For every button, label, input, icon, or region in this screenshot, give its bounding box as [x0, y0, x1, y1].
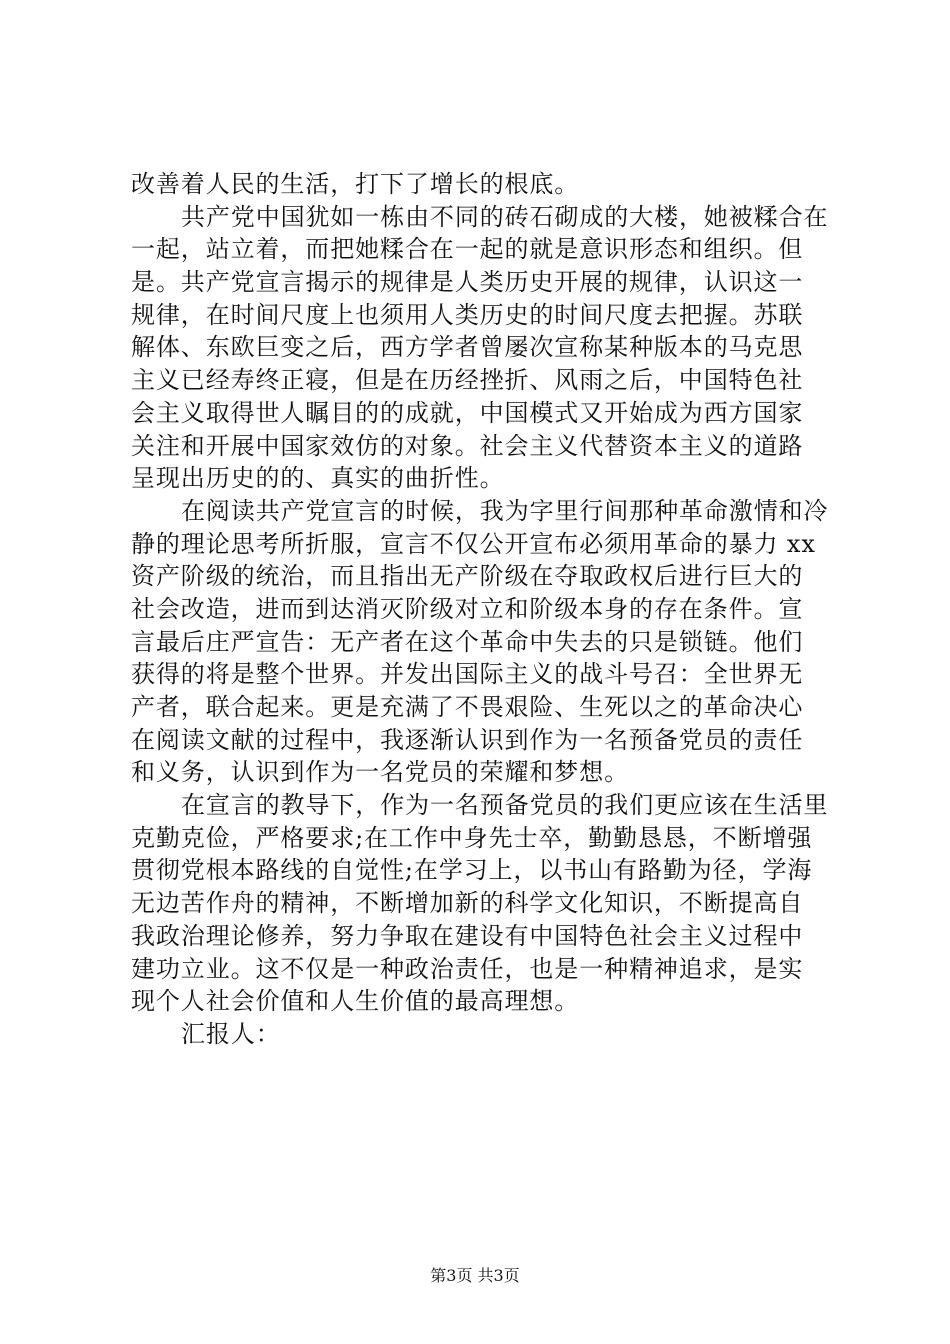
text-line: 在阅读文献的过程中，我逐渐认识到作为一名预备党员的责任	[131, 725, 804, 754]
text-line: 社会改造，进而到达消灭阶级对立和阶级本身的存在条件。宣	[131, 594, 804, 623]
document-body	[131, 168, 829, 1051]
page-footer: 第3页 共3页	[430, 1266, 520, 1285]
text-line: 关注和开展中国家效仿的对象。社会主义代替资本主义的道路	[131, 431, 804, 460]
text-line: 产者，联合起来。更是充满了不畏艰险、生死以之的革命决心	[131, 693, 804, 721]
text-line: 主义已经寿终正寝，但是在历经挫折、风雨之后，中国特色社	[131, 366, 804, 395]
text-line: 获得的将是整个世界。并发出国际主义的战斗号召：全世界无	[131, 660, 804, 689]
text-line: 贯彻党根本路线的自觉性;在学习上，以书山有路勤为径，学海	[131, 856, 813, 885]
text-line: 克勤克俭，严格要求;在工作中身先士卒，勤勤恳恳，不断增强	[131, 823, 813, 852]
text-line: 共产党中国犹如一栋由不同的砖石砌成的大楼，她被糅合在	[181, 202, 829, 231]
text-line: 现个人社会价值和人生价值的最高理想。	[131, 987, 580, 1016]
text-line: 解体、东欧巨变之后，西方学者曾屡次宣称某种版本的马克思	[131, 333, 804, 362]
text-line: 无边苦作舟的精神，不断增加新的科学文化知识，不断提高自	[131, 889, 804, 918]
text-line: 会主义取得世人瞩目的的成就，中国模式又开始成为西方国家	[131, 398, 804, 427]
text-line: 建功立业。这不仅是一种政治责任，也是一种精神追求，是实	[131, 954, 804, 983]
text-line: 在阅读共产党宣言的时候，我为字里行间那种革命激情和冷	[181, 496, 829, 525]
text-line: 我政治理论修养，努力争取在建设有中国特色社会主义过程中	[131, 921, 804, 950]
text-line: 资产阶级的统治，而且指出无产阶级在夺取政权后进行巨大的	[131, 562, 804, 591]
text-line: 在宣言的教导下，作为一名预备党员的我们更应该在生活里	[181, 791, 829, 820]
text-line: 是。共产党宣言揭示的规律是人类历史开展的规律，认识这一	[131, 268, 804, 297]
text-line: 规律，在时间尺度上也须用人类历史的时间尺度去把握。苏联	[131, 300, 804, 329]
text-line: 呈现出历史的的、真实的曲折性。	[131, 464, 505, 493]
text-line: 静的理论思考所折服，宣言不仅公开宣布必须用革命的暴力 xx	[131, 529, 816, 558]
text-line: 汇报人：	[181, 1019, 281, 1048]
text-line: 一起，站立着，而把她糅合在一起的就是意识形态和组织。但	[131, 235, 804, 264]
text-line: 改善着人民的生活，打下了增长的根底。	[131, 170, 580, 198]
text-line: 和义务，认识到作为一名党员的荣耀和梦想。	[131, 758, 629, 787]
text-line: 言最后庄严宣告：无产者在这个革命中失去的只是锁链。他们	[131, 627, 804, 656]
